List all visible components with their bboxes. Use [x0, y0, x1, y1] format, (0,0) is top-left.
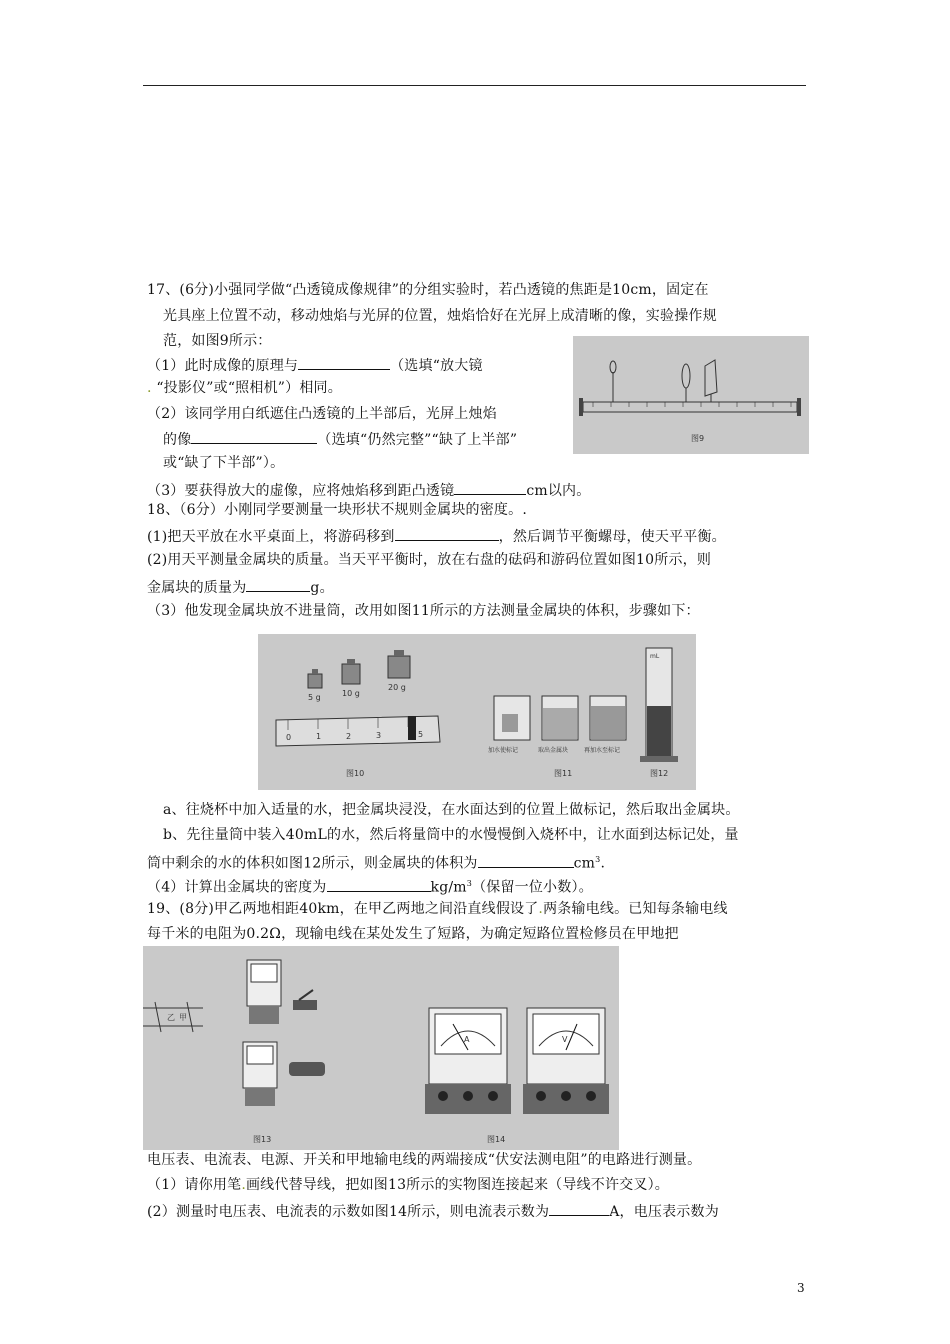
cylinder-unit: mL [650, 653, 660, 660]
beaker-2-label: 取出金属块 [538, 747, 569, 754]
answer-blank[interactable] [549, 1200, 609, 1216]
q18-unit-sup: 3 [595, 855, 601, 864]
answer-blank[interactable] [327, 876, 431, 892]
q17-sub3-text: （3）要获得放大的虚像，应将烛焰移到距凸透镜 [147, 483, 455, 499]
q17-sub3-text2: cm以内。 [526, 483, 591, 499]
figure-10-11-12-svg [258, 634, 696, 790]
q19-line1-text2: 两条输电线。已知每条输电线 [543, 901, 728, 917]
answer-blank[interactable] [454, 479, 526, 495]
q19-line1-text: 19、(8分)甲乙两地相距40km，在甲乙两地之间沿直线假设了 [147, 901, 539, 917]
q17-line1: 17、(6分)小强同学做“凸透镜成像规律”的分组实验时，若凸透镜的焦距是10cm，固定在 [147, 282, 709, 298]
q17-sub2-text: 的像 [163, 432, 192, 448]
q17-sub1-cont [147, 378, 342, 398]
scale-3: 3 [376, 731, 382, 740]
answer-blank[interactable] [191, 428, 317, 444]
q18-sub1-text2: ，然后调节平衡螺母，使天平平衡。 [498, 529, 726, 545]
q19-line1 [147, 899, 728, 919]
q18-sub1 [147, 525, 726, 547]
fig9-caption: 图9 [691, 434, 705, 443]
q19-sub2-text2: A，电压表示数为 [609, 1204, 719, 1220]
q19-sub2 [147, 1200, 719, 1222]
q19-line3: 电压表、电流表、电源、开关和甲地输电线的两端接成“伏安法测电阻”的电路进行测量。 [147, 1152, 702, 1168]
fig11-caption: 图11 [554, 769, 573, 778]
q19-sub1-text: （1）请你用笔 [147, 1177, 242, 1193]
q18-sub2: (2)用天平测量金属块的质量。当天平平衡时，放在右盘的砝码和游码位置如图10所示，则 [147, 552, 712, 568]
q18-unit-sup2: 3 [466, 879, 473, 888]
figure-13-14-svg [143, 946, 619, 1150]
weight-10g-label: 10 g [342, 689, 360, 698]
fig13-caption: 图13 [253, 1135, 272, 1144]
label-yi: 乙 [167, 1013, 175, 1022]
q18-sub4-text: （4）计算出金属块的密度为 [147, 879, 327, 896]
q18-sub4-text2: （保留一位小数）。 [472, 879, 593, 896]
q18-sub2-text: 金属块的质量为 [147, 580, 247, 596]
stray-dot: . [241, 1177, 246, 1193]
q19-sub1 [147, 1175, 669, 1195]
answer-blank[interactable] [478, 852, 574, 868]
q17-sub2-cont [163, 428, 517, 450]
q18-period: . [600, 855, 606, 872]
q17-sub1 [147, 354, 483, 376]
q17-sub1-text3: “投影仪”或“照相机”）相同。 [156, 380, 342, 396]
beaker-1-label: 加水使标记 [488, 747, 519, 754]
figure-9-svg [573, 336, 809, 454]
voltmeter-symbol: V [562, 1035, 568, 1044]
answer-blank[interactable] [298, 354, 390, 370]
figure-13-14 [143, 946, 619, 1150]
q19-line2: 每千米的电阻为0.2Ω，现输电线在某处发生了短路，为确定短路位置检修员在甲地把 [147, 926, 679, 942]
q18-sub1-text: (1)把天平放在水平桌面上，将游码移到 [147, 529, 395, 545]
header-rule [143, 85, 806, 86]
q17-sub2: （2）该同学用白纸遮住凸透镜的上半部后，光屏上烛焰 [147, 406, 497, 422]
q17-sub2-end: 或“缺了下半部”）。 [163, 455, 285, 471]
q19-sub2-text: (2）测量时电压表、电流表的示数如图14所示，则电流表示数为 [147, 1204, 550, 1220]
weight-5g-label: 5 g [308, 693, 321, 702]
q18-step-b1: b、先往量筒中装入40mL的水，然后将量筒中的水慢慢倒入烧杯中，让水面到达标记处，量 [163, 827, 739, 843]
stray-dot: . [538, 901, 544, 917]
fig10-caption: 图10 [346, 769, 365, 778]
fig12-caption: 图12 [650, 769, 669, 778]
ammeter-symbol: A [464, 1035, 470, 1044]
q17-sub1-text2: （选填“放大镜 [390, 358, 483, 374]
q17-sub3 [147, 479, 590, 501]
scale-0: 0 [286, 733, 292, 742]
q18-sub2-cont [147, 576, 334, 598]
q18-unit-cm: cm [573, 855, 596, 872]
q18-step-a: a、往烧杯中加入适量的水，把金属块浸没，在水面达到的位置上做标记，然后取出金属块。 [163, 802, 740, 818]
figure-10-11-12 [258, 634, 696, 790]
q18-sub4 [147, 874, 593, 898]
fig14-caption: 图14 [487, 1135, 506, 1144]
q18-line1: 18、（6分）小刚同学要测量一块形状不规则金属块的密度。. [147, 502, 527, 518]
q18-sub2-text2: g。 [310, 580, 334, 596]
q17-line3: 范，如图9所示： [163, 333, 272, 349]
stray-dot: . [147, 380, 152, 396]
q17-sub1-text: （1）此时成像的原理与 [147, 358, 299, 374]
page-number: 3 [797, 1281, 805, 1295]
q18-sub3: （3）他发现金属块放不进量筒，改用如图11所示的方法测量金属块的体积，步骤如下： [147, 603, 700, 619]
beaker-3-label: 再加水至标记 [584, 747, 621, 754]
q18-step-b2-text: 筒中剩余的水的体积如图12所示，则金属块的体积为 [147, 855, 478, 872]
figure-9-optical-bench [573, 336, 809, 454]
label-jia: 甲 [179, 1013, 187, 1022]
q18-step-b2 [147, 850, 605, 874]
answer-blank[interactable] [395, 525, 499, 541]
answer-blank[interactable] [246, 576, 310, 592]
scale-5: 5 [418, 730, 424, 739]
weight-20g-label: 20 g [388, 683, 406, 692]
scale-2: 2 [346, 732, 352, 741]
q17-sub2-text2: （选填“仍然完整”“缺了上半部” [317, 432, 518, 448]
q19-sub1-text2: 画线代替导线，把如图13所示的实物图连接起来（导线不许交叉）。 [245, 1177, 669, 1193]
q17-line2: 光具座上位置不动，移动烛焰与光屏的位置，烛焰恰好在光屏上成清晰的像，实验操作规 [163, 308, 717, 324]
scale-1: 1 [316, 732, 322, 741]
q18-unit-kgm: kg/m [430, 879, 467, 896]
